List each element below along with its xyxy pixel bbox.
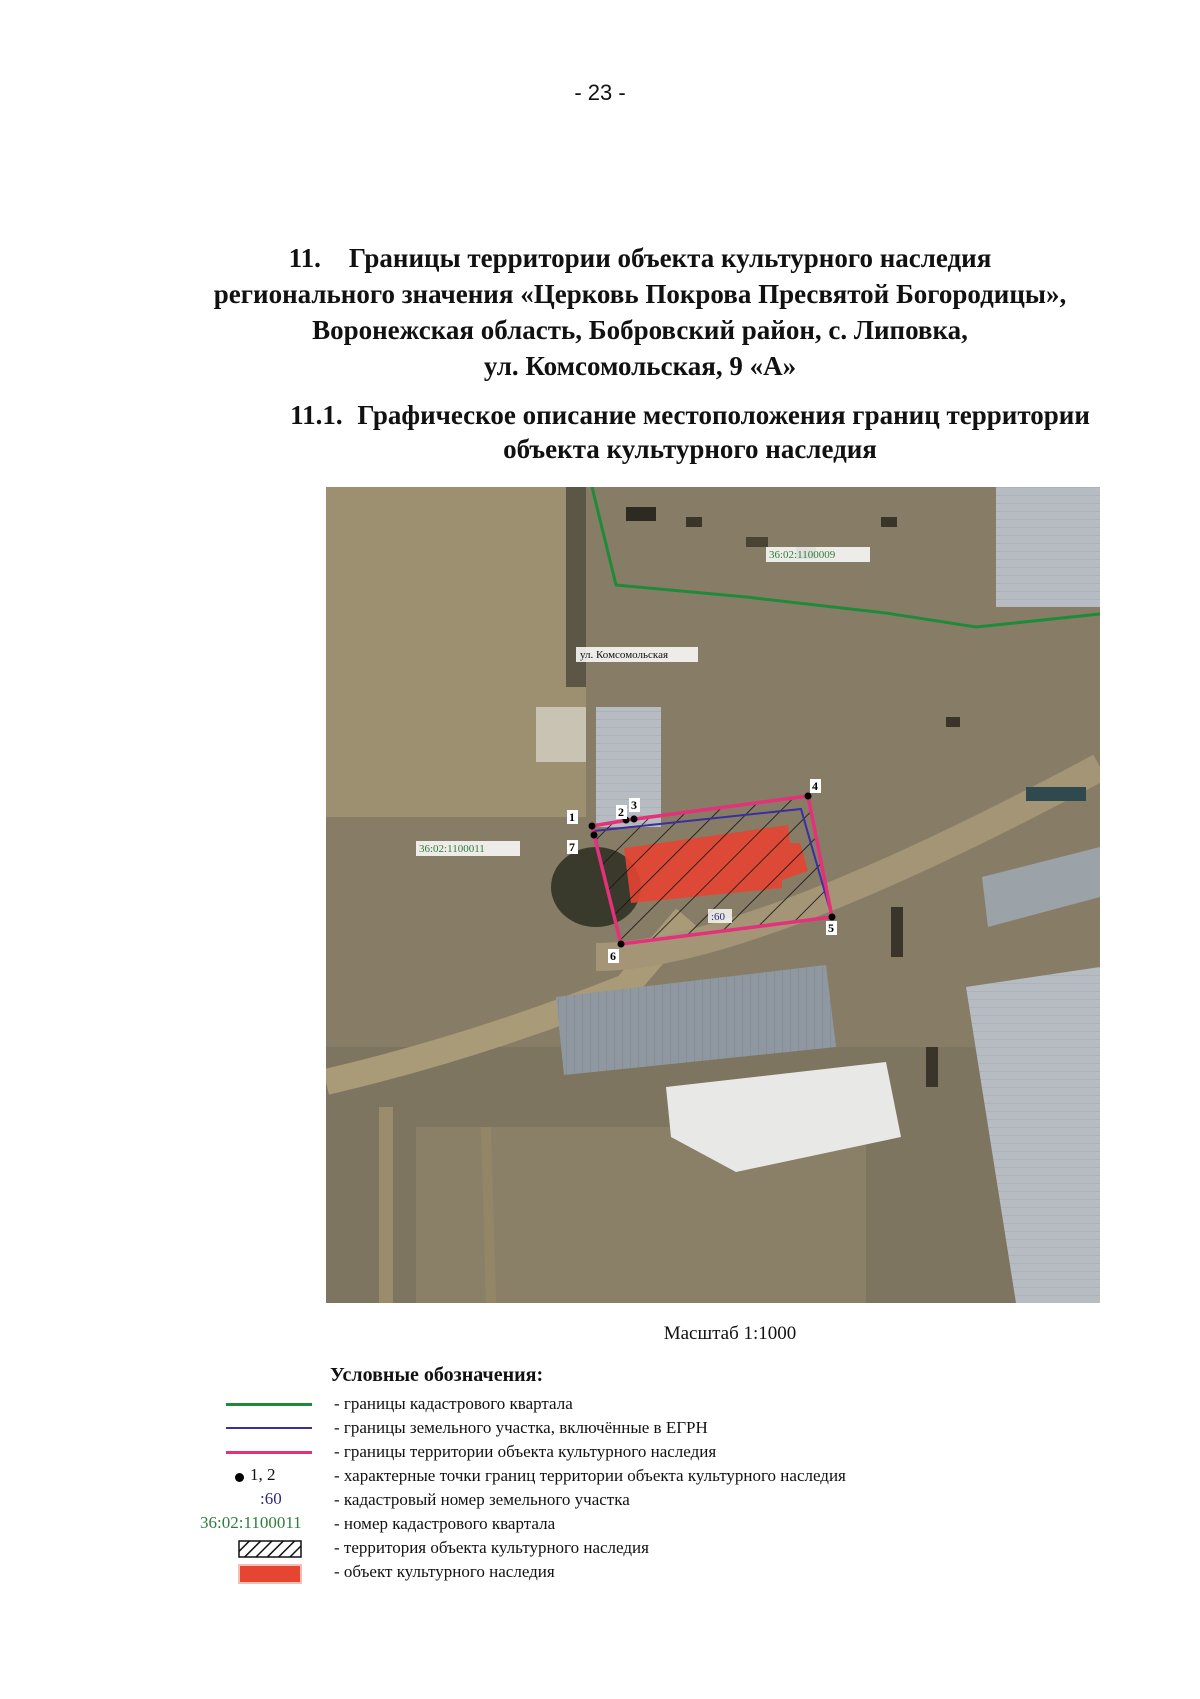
point-label-4: 4: [812, 779, 818, 793]
legend-text: - характерные точки границ территории объекта культурного наследия: [334, 1466, 846, 1485]
parcel-number-symbol: :60: [260, 1489, 282, 1508]
legend-text: - границы кадастрового квартала: [334, 1394, 573, 1413]
section-title-line-4: ул. Комсомольская, 9 «А»: [483, 351, 797, 381]
hatch-symbol: [238, 1540, 302, 1558]
building-small: [596, 707, 661, 827]
section-title-line-3: Воронежская область, Бобровский район, с. Липовка,: [312, 315, 968, 345]
point-label-6: 6: [610, 949, 616, 963]
legend-item-parcel-boundary: [180, 1416, 1080, 1442]
legend-item-territory: [180, 1536, 1080, 1562]
green-line-symbol: [226, 1403, 312, 1406]
section-title-line-1: 11. Границы территории объекта культурного наследия: [170, 240, 1110, 276]
legend-item-quarter-boundary: [180, 1392, 1080, 1418]
page-number: - 23 -: [574, 80, 626, 105]
street-label: ул. Комсомольская: [580, 649, 669, 661]
point-3: [631, 816, 638, 823]
scale-label: Масштаб 1:1000: [663, 1323, 797, 1344]
subsection-number: 11.1.: [290, 400, 343, 430]
point-label-3: 3: [631, 798, 637, 812]
point-6: [618, 941, 625, 948]
subsection-title-line-2: объекта культурного наследия: [503, 434, 877, 464]
legend-item-heritage-boundary: [180, 1440, 1080, 1466]
quarter-label-left: 36:02:1100011: [419, 843, 485, 855]
parcel-label: :60: [711, 911, 726, 923]
quarter-label-top: 36:02:1100009: [769, 549, 836, 561]
pink-line-symbol: [226, 1451, 312, 1454]
point-1: [589, 823, 596, 830]
satellite-map: [326, 487, 1100, 1303]
point-symbol-label: 1, 2: [250, 1465, 276, 1484]
map-drawing: [326, 487, 1100, 1303]
slab-stack: [536, 707, 586, 762]
point-7: [591, 832, 598, 839]
legend-text: - кадастровый номер земельного участка: [334, 1490, 630, 1509]
legend-item-points: [180, 1464, 1080, 1490]
legend-item-parcel-number: [180, 1488, 1080, 1514]
legend-text: - территория объекта культурного наследия: [334, 1538, 649, 1557]
subsection-title-line-1: 11.1. Графическое описание местоположения границ территории: [290, 400, 1090, 430]
point-label-2: 2: [618, 805, 624, 819]
legend-text: - границы территории объекта культурного наследия: [334, 1442, 717, 1461]
legend-text: - границы земельного участка, включённые в ЕГРН: [334, 1418, 708, 1437]
section-title: [170, 240, 1110, 384]
legend-item-heritage-object: [180, 1560, 1080, 1586]
purple-line-symbol: [226, 1427, 312, 1429]
dirt-track-2: [486, 1127, 491, 1303]
point-label-1: 1: [569, 810, 575, 824]
subsection-title: [230, 398, 1150, 466]
point-label-7: 7: [569, 840, 575, 854]
point-symbol: [235, 1473, 244, 1482]
point-label-5: 5: [828, 921, 834, 935]
building-top-right: [996, 487, 1100, 607]
quarter-number-symbol: 36:02:1100011: [200, 1513, 302, 1532]
legend-text: - номер кадастрового квартала: [334, 1514, 556, 1533]
field-area: [326, 487, 586, 817]
legend-title: Условные обозначения:: [330, 1364, 544, 1386]
legend-item-quarter-number: [180, 1512, 1080, 1538]
point-4: [805, 793, 812, 800]
section-title-line-2: регионального значения «Церковь Покрова Пресвятой Богородицы»,: [213, 279, 1067, 309]
point-5: [829, 914, 836, 921]
section-number: 11.: [288, 243, 321, 273]
red-fill-symbol: [238, 1564, 302, 1584]
legend-text: - объект культурного наследия: [334, 1562, 555, 1581]
